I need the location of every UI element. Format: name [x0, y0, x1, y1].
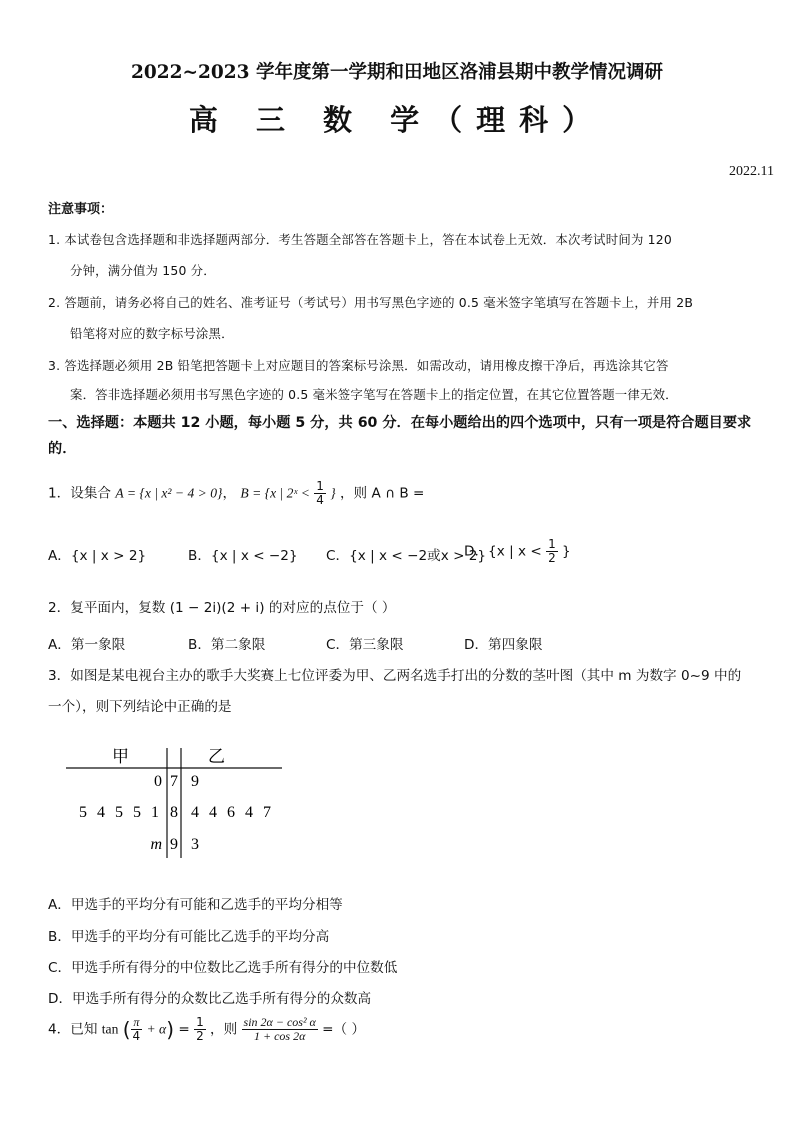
stem-leaf-row2-stem: 8 — [170, 804, 178, 821]
question-3-option-a[interactable]: A．甲选手的平均分有可能和乙选手的平均分相等 — [48, 897, 343, 913]
question-2-option-d[interactable]: D．第四象限 — [464, 637, 543, 653]
question-2-option-c[interactable]: C．第三象限 — [326, 637, 404, 653]
notes-heading: 注意事项： — [48, 202, 114, 217]
question-2-stem: 2．复平面内，复数 (1 − 2i)(2 + i) 的对应的点位于（ ） — [48, 600, 396, 616]
question-3-stem: 3．如图是某电视台主办的歌手大奖赛上七位评委为甲、乙两名选手打出的分数的茎叶图（其中 m 为数字 0~9 中的 — [48, 668, 742, 684]
stem-leaf-row1-left: 0 — [154, 773, 162, 790]
question-4-stem: 4．已知 tan ( $\frac{\pi}{4}$ + α) = $\frac{1}{2}$ ，则 $\frac{\text{sin 2α − cos² α}}{1 + \cos 2\alpha}$ =（ ） — [48, 1015, 366, 1043]
note-3-line2: 案．答非选择题必须用书写黑色字迹的 0.5 毫米签字笔写在答题卡上的指定位置，在其它位置答题一律无效． — [70, 387, 678, 402]
question-1-option-d[interactable]: D．{x | x < $\frac{1}{2}$ } — [464, 537, 571, 565]
stem-leaf-row1-right: 9 — [191, 773, 199, 790]
question-1-option-c[interactable]: C．{x | x < −2或x > 2} — [326, 548, 487, 564]
note-3-line1: 3. 答选择题必须用 2B 铅笔把答题卡上对应题目的答案标号涂黑．如需改动，请用橡皮擦干净后，再选涂其它答 — [48, 358, 669, 373]
section1-heading-cont: 的． — [48, 441, 77, 457]
stem-leaf-diagram — [60, 740, 300, 860]
note-1-line1: 1. 本试卷包含选择题和非选择题两部分．考生答题全部答在答题卡上，答在本试卷上无效．本次考试时间为 120 — [48, 232, 672, 247]
question-3-option-c[interactable]: C．甲选手所有得分的中位数比乙选手所有得分的中位数低 — [48, 960, 398, 976]
note-1-line2: 分钟，满分值为 150 分． — [70, 263, 216, 278]
note-2-line2: 铅笔将对应的数字标号涂黑． — [70, 326, 234, 341]
stem-leaf-row2-left: 5 4 5 5 1 — [79, 804, 162, 821]
question-1-option-a[interactable]: A．{x | x > 2} — [48, 548, 147, 564]
question-1-option-b[interactable]: B．{x | x < −2} — [188, 548, 298, 564]
question-2-option-a[interactable]: A．第一象限 — [48, 637, 126, 653]
question-3-option-b[interactable]: B．甲选手的平均分有可能比乙选手的平均分高 — [48, 929, 330, 945]
section1-heading: 一、选择题：本题共 12 小题，每小题 5 分，共 60 分．在每小题给出的四个选项中，只有一项是符合题目要求 — [48, 415, 752, 431]
question-1-stem: 1．设集合 A = {x | x² − 4 > 0}， B = {x | 2ˣ < $\frac{1}{4}$ } ，则 A ∩ B = — [48, 479, 425, 507]
question-3-stem-cont: 一个），则下列结论中正确的是 — [48, 699, 232, 715]
question-3-option-d[interactable]: D．甲选手所有得分的众数比乙选手所有得分的众数高 — [48, 991, 372, 1007]
stem-leaf-row3-stem: 9 — [170, 836, 178, 853]
stem-leaf-row3-right: 3 — [191, 836, 199, 853]
stem-leaf-left-header: 甲 — [112, 747, 129, 766]
exam-subtitle: 高 三 数 学（理科） — [188, 103, 606, 137]
exam-date: 2022.11 — [729, 164, 774, 179]
question-2-option-b[interactable]: B．第二象限 — [188, 637, 266, 653]
stem-leaf-right-header: 乙 — [208, 747, 225, 766]
stem-leaf-row2-right: 4 4 6 4 7 — [191, 804, 274, 821]
note-2-line1: 2. 答题前，请务必将自己的姓名、准考证号（考试号）用书写黑色字迹的 0.5 毫米签字笔填写在答题卡上，并用 2B — [48, 295, 694, 310]
stem-leaf-row1-stem: 7 — [170, 773, 178, 790]
stem-leaf-row3-left: m — [150, 836, 162, 853]
exam-title: 2022~2023 学年度第一学期和田地区洛浦县期中教学情况调研 — [131, 62, 663, 83]
